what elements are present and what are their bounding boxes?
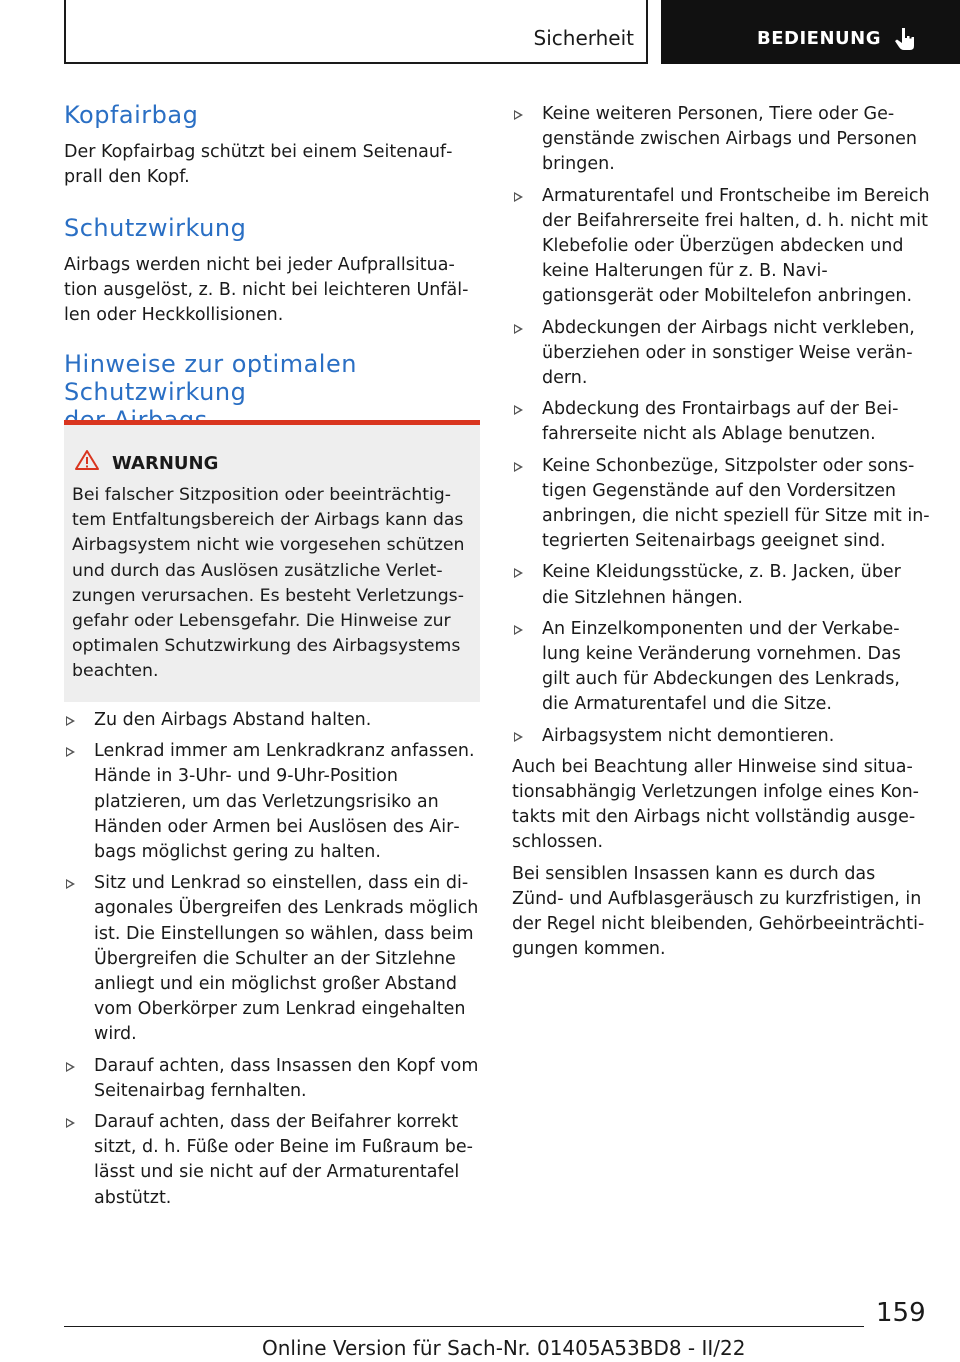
bullet-triangle-icon [66,1118,75,1128]
pointing-hand-icon [893,26,919,52]
bullet-triangle-icon [66,879,75,889]
header-section-title: Sicherheit [533,26,634,50]
list-item [512,560,930,610]
paragraph-kopfairbag: Der Kopfairbag schützt bei einem Seitenaufprall den Kopf. [64,142,453,187]
bullet-triangle-icon [66,716,75,726]
list-item [512,316,930,392]
footer-divider [64,1326,864,1327]
list-item [512,102,930,178]
list-item-text: Keine Schonbezüge, Sitzpolster oder sonstigen Gegenstände auf den Vordersitzen anbringen, die nicht speziell für Sitze mit integrierten Seitenairbags geeignet sind. [542,455,930,552]
list-item [64,739,480,865]
right-column [512,102,930,963]
header-chapter-title: BEDIENUNG [757,28,881,49]
list-item-text: Keine weiteren Personen, Tiere oder Gegenstände zwischen Airbags und Personen bringen. [542,104,917,175]
list-item [64,1110,480,1211]
list-item [512,454,930,555]
list-item-text: Abdeckung des Frontairbags auf der Beifahrerseite nicht als Ablage benutzen. [542,399,899,445]
list-item [64,708,480,733]
header-section-box [64,0,648,64]
list-item-text: Sitz und Lenkrad so einstellen, dass ein diagonales Übergreifen des Lenkrads möglich ist. Die Einstellungen so wählen, dass beim Übergreifen die Schulter an der Sitzlehne anliegt und ein möglichst großer Abstand vom Oberkörper zum Lenkrad eingehalten wird. [94,873,479,1045]
warning-triangle-icon [74,449,100,471]
paragraph-beachtung: Auch bei Beachtung aller Hinweise sind situationsabhängig Verletzungen infolge eines Kontakts mit den Airbags nicht vollständig ausgeschlossen. [512,756,919,853]
bullet-triangle-icon [514,568,523,578]
bullet-triangle-icon [514,110,523,120]
bullet-triangle-icon [514,324,523,334]
bullet-triangle-icon [66,747,75,757]
bullet-triangle-icon [514,732,523,742]
footer-text: Online Version für Sach-Nr. 01405A53BD8 - II/22 [262,1336,746,1360]
list-item-text: Zu den Airbags Abstand halten. [94,710,372,730]
warning-title: WARNUNG [112,453,219,474]
list-item-text: Abdeckungen der Airbags nicht verkleben, überziehen oder in sonstiger Weise verändern. [542,317,915,389]
heading-hinweise-line1: Hinweise zur optimalen Schutzwirkung [64,350,357,406]
right-bullet-list [512,102,930,749]
list-item [512,617,930,718]
page-number: 159 [876,1298,926,1328]
list-item-text: An Einzelkomponenten und der Verkabelung keine Veränderung vornehmen. Das gilt auch für Abdeckungen des Lenkrads, die Armaturentafel und die Sitze. [542,618,901,715]
list-item-text: Lenkrad immer am Lenkradkranz anfassen. Hände in 3-Uhr- und 9-Uhr-Position platzieren, um das Verletzungsrisiko an Händen oder Armen bei Auslösen des Airbags möglichst gering zu halten. [94,741,475,863]
bullet-triangle-icon [514,192,523,202]
list-item [64,1054,480,1104]
list-item-text: Darauf achten, dass der Beifahrer korrekt sitzt, d. h. Füße oder Beine im Fußraum belässt und sie nicht auf der Armaturentafel abstützt. [94,1112,473,1208]
bullet-triangle-icon [514,462,523,472]
list-item [512,724,930,749]
bullet-triangle-icon [514,625,523,635]
list-item [64,871,480,1047]
heading-kopfairbag: Kopfairbag [64,101,199,129]
list-item [512,184,930,310]
paragraph-schutzwirkung: Airbags werden nicht bei jeder Aufprallsituation ausgelöst, z. B. nicht bei leichteren Unfällen oder Heckkollisionen. [64,255,469,325]
bullet-triangle-icon [66,1062,75,1072]
list-item-text: Airbagsystem nicht demontieren. [542,725,835,746]
warning-box [64,420,480,702]
warning-text: Bei falscher Sitzposition oder beeinträchtigtem Entfaltungsbereich der Airbags kann das Airbagsystem nicht wie vorgesehen schützen und durch das Auslösen zusätzliche Verletzungen verursachen. Es besteht Verletzungsgefahr oder Lebensgefahr. Die Hinweise zur optimalen Schutzwirkung des Airbagsystems beachten. [72,485,465,682]
paragraph-sensible-insassen: Bei sensiblen Insassen kann es durch das Zünd- und Aufblasgeräusch zu kurzfristigen, in der Regel nicht bleibenden, Gehörbeeinträchtigungen kommen. [512,863,925,960]
header-chapter-box [661,0,960,64]
list-item-text: Keine Kleidungsstücke, z. B. Jacken, über die Sitzlehnen hängen. [542,562,901,608]
list-item-text: Armaturentafel und Frontscheibe im Bereich der Beifahrerseite frei halten, d. h. nicht mit Klebefolie oder Überzügen abdecken und keine Halterungen für z. B. Navigationsgerät oder Mobiltelefon anbringen. [542,185,930,307]
bullet-triangle-icon [514,405,523,415]
list-item [512,397,930,447]
list-item-text: Darauf achten, dass Insassen den Kopf vom Seitenairbag fernhalten. [94,1055,479,1101]
left-bullet-list [64,708,480,1211]
heading-schutzwirkung: Schutzwirkung [64,214,247,242]
